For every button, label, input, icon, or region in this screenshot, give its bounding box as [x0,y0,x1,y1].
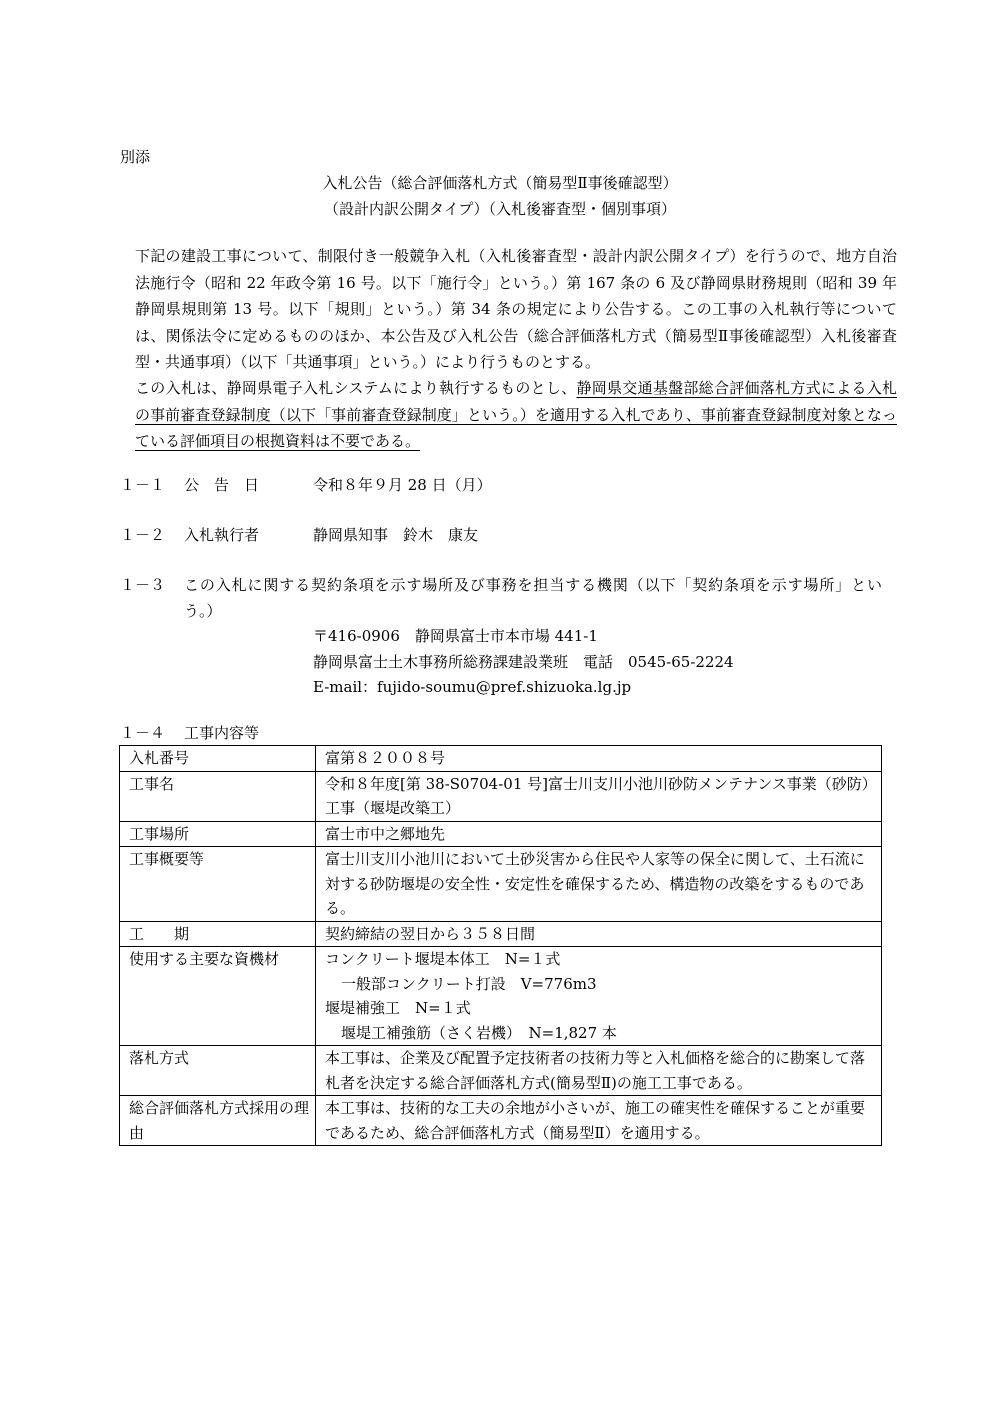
work-details-table [119,745,882,1146]
bid-number-value: 富第８２００８号 [316,746,882,772]
section-1-1-number: １－１ [120,476,166,494]
materials-label: 使用する主要な資機材 [120,947,316,1046]
intro-paragraph-2 [120,375,897,455]
table-row [120,771,882,821]
work-name-value: 令和８年度[第 38-S0704-01 号]富士川支川小池川砂防メンテナンス事業（砂防）工事（堰堤改築工） [316,771,882,821]
section-1-2-number: １－２ [120,526,166,544]
intro-p2-underlined-text: 静岡県交通基盤部総合評価落札方式による入札の事前審査登録制度（以下「事前審査登録制度」という。）を適用する入札であり、事前審査登録制度対象となっている評価項目の根拠資料は不要である。 [135,379,897,450]
materials-line-3: 堰堤補強工 N=１式 [325,999,471,1017]
title-line-2: （設計内訳公開タイプ）（入札後審査型・個別事項） [324,200,676,218]
work-summary-label: 工事概要等 [120,847,316,922]
work-summary-value: 富士川支川小池川において土砂災害から住民や人家等の保全に関して、土石流に対する砂防堰堤の安全性・安定性を確保するため、構造物の改築をするものである。 [316,847,882,922]
table-row [120,821,882,847]
work-period-label: 工 期 [120,921,316,947]
section-1-4-number: １－４ [120,724,166,742]
table-row [120,1096,882,1146]
work-location-value: 富士市中之郷地先 [316,821,882,847]
section-1-3-text-line-1: この入札に関する契約条項を示す場所及び事務を担当する機関（以下「契約条項を示す場所」とい [184,576,882,594]
contract-office-email: E-mail：fujido-soumu@pref.shizuoka.lg.jp [313,678,632,696]
table-row [120,1046,882,1096]
announcement-date: 令和８年９月 28 日（月） [313,476,492,494]
contract-office-phone: 静岡県富士土木事務所総務課建設業班 電話 0545-65-2224 [313,653,734,671]
intro-p2-text: この入札は、静岡県電子入札システムにより執行するものとし、 [135,379,577,397]
table-row [120,921,882,947]
title-line-1: 入札公告（総合評価落札方式（簡易型Ⅱ事後確認型） [322,174,678,192]
contract-office-address: 〒416-0906 静岡県富士市本市場 441-1 [313,627,598,645]
materials-line-1: コンクリート堰堤本体工 N=１式 [325,950,561,968]
materials-value [316,947,882,1046]
bid-number-label: 入札番号 [120,746,316,772]
section-1-4-label: 工事内容等 [184,724,260,742]
work-name-label: 工事名 [120,771,316,821]
materials-line-4: 堰堤工補強筋（さく岩機） N=1,827 本 [341,1023,617,1042]
award-method-value: 本工事は、企業及び配置予定技術者の技術力等と入札価格を総合的に勘案して落札者を決定する総合評価落札方式(簡易型Ⅱ)の施工工事である。 [316,1046,882,1096]
materials-line-2: 一般部コンクリート打設 V=776m3 [341,974,597,993]
work-location-label: 工事場所 [120,821,316,847]
section-1-1-label: 公 告 日 [184,476,260,494]
work-period-value: 契約締結の翌日から３５８日間 [316,921,882,947]
intro-paragraph-1: 下記の建設工事について、制限付き一般競争入札（入札後審査型・設計内訳公開タイプ）を行うので、地方自治法施行令（昭和 22 年政令第 16 号。以下「施行令」という。）第 167 条の 6 及び静岡県財務規則（昭和 39 年静岡県規則第 13 号。以下「規則」という。）第 34 条の規定により公告する。この工事の入札執行等については、関係法令に定めるもののほか、本公告及び入札公告（総合評価落札方式（簡易型Ⅱ事後確認型）入札後審査型・共通事項）（以下「共通事項」という。）により行うものとする。 [135,247,897,371]
section-1-2-label: 入札執行者 [184,526,260,544]
adoption-reason-value: 本工事は、技術的な工夫の余地が小さいが、施工の確実性を確保することが重要であるため、総合評価落札方式（簡易型Ⅱ）を適用する。 [316,1096,882,1146]
award-method-label: 落札方式 [120,1046,316,1096]
section-1-3-text-line-2: う。） [184,602,222,620]
table-row [120,947,882,1046]
adoption-reason-label: 総合評価落札方式採用の理由 [120,1096,316,1146]
table-row [120,746,882,772]
section-1-3-number: １－３ [120,576,166,594]
table-row [120,847,882,922]
attachment-label: 別添 [120,148,151,166]
bid-executor: 静岡県知事 鈴木 康友 [313,526,479,544]
